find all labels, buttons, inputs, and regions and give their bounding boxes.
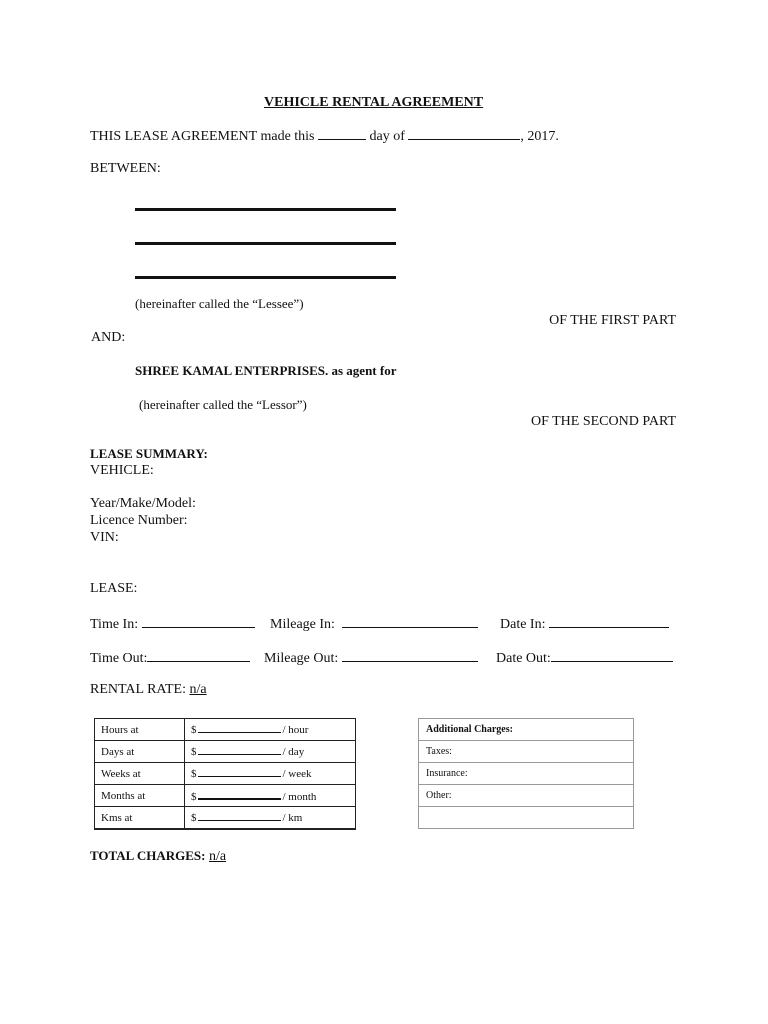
table-row — [419, 807, 634, 829]
table-row — [95, 719, 356, 741]
mileage-in-row — [270, 616, 478, 632]
time-out-row — [90, 650, 250, 666]
rate-unit: / day — [282, 746, 305, 758]
table-row — [95, 763, 356, 785]
table-row — [95, 807, 356, 830]
mileage-out-blank[interactable] — [342, 650, 478, 662]
rate-cell — [185, 807, 356, 830]
lessee-note: (hereinafter called the “Lessee”) — [135, 296, 304, 311]
lessor-agent: as agent for — [328, 363, 397, 378]
lessor-note: (hereinafter called the “Lessor”) — [139, 397, 307, 412]
table-row — [95, 785, 356, 807]
intro-year: , 2017. — [520, 129, 559, 144]
date-out-blank[interactable] — [551, 650, 673, 662]
lessor-name: SHREE KAMAL ENTERPRISES. — [135, 363, 329, 378]
rate-label: Kms at — [95, 807, 185, 830]
lessee-line-1[interactable] — [135, 208, 396, 211]
and-label: AND: — [91, 330, 126, 345]
rate-label: Months at — [95, 785, 185, 807]
date-in-row — [500, 616, 669, 632]
rate-blank[interactable] — [198, 723, 281, 733]
time-out-blank[interactable] — [147, 650, 250, 662]
additional-charges-table — [418, 718, 634, 829]
lessee-line-2[interactable] — [135, 242, 396, 245]
other-cell[interactable]: Other: — [419, 785, 634, 807]
currency-symbol: $ — [191, 768, 197, 780]
currency-symbol: $ — [191, 812, 197, 824]
currency-symbol: $ — [191, 790, 197, 803]
rate-blank[interactable] — [198, 811, 281, 821]
intro-day-label: day of — [369, 129, 405, 144]
rental-rates-table — [94, 718, 356, 830]
rate-label: Days at — [95, 741, 185, 763]
mileage-in-label: Mileage In: — [270, 617, 335, 632]
first-part-label: OF THE FIRST PART — [549, 313, 676, 328]
total-charges-value: n/a — [208, 849, 227, 864]
rate-unit: / km — [282, 812, 303, 824]
time-in-blank[interactable] — [142, 616, 255, 628]
mileage-out-row — [264, 650, 478, 666]
rate-cell — [185, 763, 356, 785]
lessor-line — [135, 364, 397, 377]
vehicle-label: VEHICLE: — [90, 463, 154, 478]
table-row — [419, 763, 634, 785]
date-out-row — [496, 650, 673, 666]
time-in-row — [90, 616, 255, 632]
rate-blank[interactable] — [198, 767, 281, 777]
lease-heading: LEASE: — [90, 581, 138, 596]
table-row — [419, 741, 634, 763]
date-in-label: Date In: — [500, 617, 546, 632]
date-in-blank[interactable] — [549, 616, 669, 628]
taxes-cell[interactable]: Taxes: — [419, 741, 634, 763]
between-label: BETWEEN: — [90, 161, 161, 176]
rental-rate-row — [90, 683, 207, 697]
licence-number-label: Licence Number: — [90, 513, 188, 528]
lease-summary-heading: LEASE SUMMARY: — [90, 446, 208, 461]
rate-unit: / hour — [282, 724, 309, 736]
vin-label: VIN: — [90, 530, 119, 545]
rate-label: Weeks at — [95, 763, 185, 785]
total-charges-row — [90, 849, 226, 864]
table-row — [419, 719, 634, 741]
agreement-title: VEHICLE RENTAL AGREEMENT — [264, 95, 484, 110]
currency-symbol: $ — [191, 724, 197, 736]
lessee-line-3[interactable] — [135, 276, 396, 279]
mileage-in-blank[interactable] — [342, 616, 478, 628]
table-row — [95, 741, 356, 763]
rate-cell — [185, 741, 356, 763]
insurance-cell[interactable]: Insurance: — [419, 763, 634, 785]
month-blank[interactable] — [408, 128, 520, 140]
rental-rate-value: n/a — [189, 682, 207, 697]
intro-line — [90, 128, 559, 144]
total-charges-label: TOTAL CHARGES: — [90, 848, 206, 863]
day-blank[interactable] — [318, 128, 366, 140]
rate-blank[interactable] — [198, 789, 281, 800]
rate-unit: / month — [282, 790, 317, 803]
mileage-out-label: Mileage Out: — [264, 651, 339, 666]
rate-unit: / week — [282, 768, 312, 780]
intro-prefix: THIS LEASE AGREEMENT made this — [90, 129, 315, 144]
rental-rate-label: RENTAL RATE: — [90, 682, 186, 697]
date-out-label: Date Out: — [496, 651, 551, 666]
rate-label: Hours at — [95, 719, 185, 741]
blank-cell[interactable] — [419, 807, 634, 829]
year-make-model-label: Year/Make/Model: — [90, 496, 196, 511]
additional-charges-heading: Additional Charges: — [419, 719, 634, 741]
rate-cell — [185, 785, 356, 807]
table-row — [419, 785, 634, 807]
rate-blank[interactable] — [198, 745, 281, 755]
time-out-label: Time Out: — [90, 651, 148, 666]
second-part-label: OF THE SECOND PART — [530, 414, 676, 429]
currency-symbol: $ — [191, 746, 197, 758]
time-in-label: Time In: — [90, 617, 139, 632]
rate-cell — [185, 719, 356, 741]
